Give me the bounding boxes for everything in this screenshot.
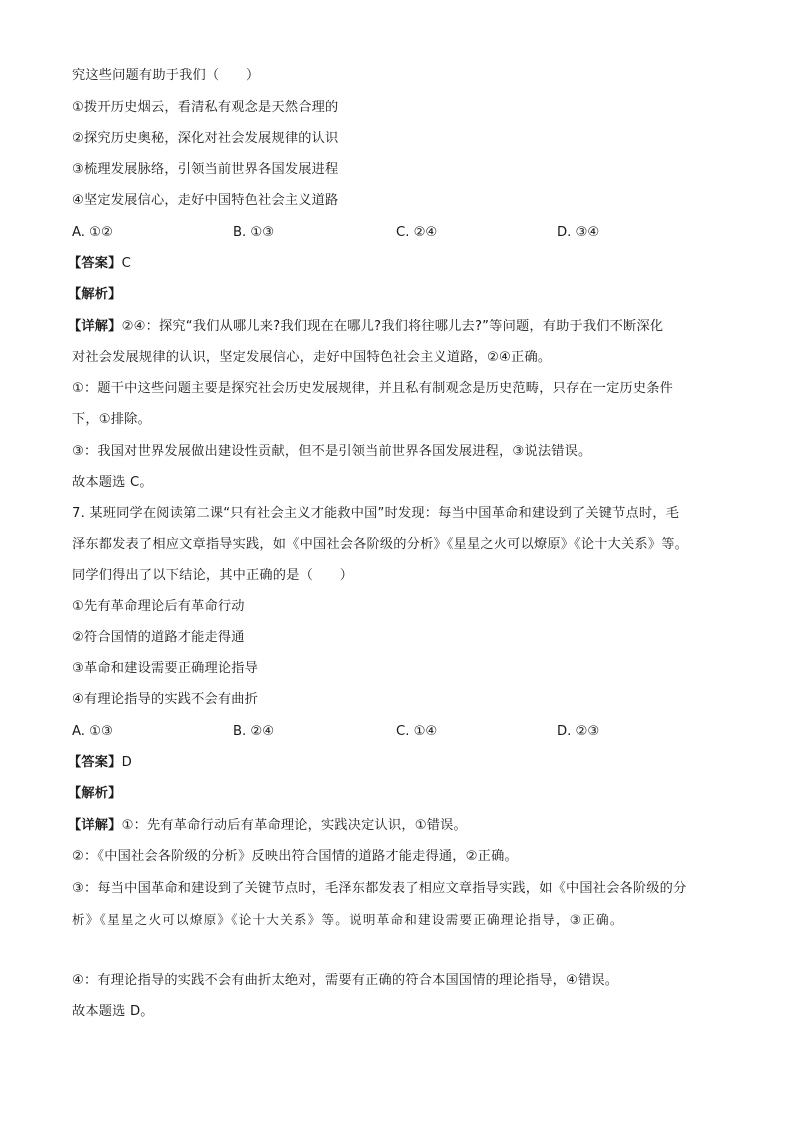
q7-detail-line-2: ②：《中国社会各阶级的分析》反映出符合国情的道路才能走得通，②正确。: [72, 849, 518, 864]
q7-option-b: B. ②④: [233, 724, 275, 739]
detail-text: ②④：探究“我们从哪儿来?我们现在在哪儿?我们将往哪儿去?”等问题，有助于我们不断深化: [121, 319, 664, 334]
q7-answer-tag: 【答案】: [68, 755, 122, 770]
statement-2: ②探究历史奥秘，深化对社会发展规律的认识: [72, 131, 339, 146]
q7-analysis-label: 【解析】: [68, 786, 122, 801]
option-c: C. ②④: [396, 225, 438, 240]
q7-detail-line-5: ④：有理论指导的实践不会有曲折太绝对，需要有正确的符合本国国情的理论指导，④错误。: [72, 973, 619, 988]
detail-line-3: ①：题干中这些问题主要是探究社会历史发展规律，并且私有制观念是历史范畴，只存在一定历史条件: [72, 381, 674, 396]
option-a: A. ①②: [72, 225, 113, 240]
detail-line-4: 下，①排除。: [72, 412, 151, 427]
option-b: B. ①③: [233, 225, 275, 240]
analysis-tag: [68, 286, 122, 304]
statement-1: ①拨开历史烟云，看清私有观念是天然合理的: [72, 100, 339, 115]
q7-detail-line-4: 析》《星星之火可以燎原》《论十大关系》等。说明革命和建设需要正确理论指导，③正确。: [72, 912, 624, 927]
q7-option-c: C. ①④: [396, 724, 438, 739]
q7-detail-tag: 【详解】: [68, 818, 122, 833]
detail-line-2: 对社会发展规律的认识，坚定发展信心，走好中国特色社会主义道路，②④正确。: [72, 350, 552, 365]
answer-line: [68, 255, 131, 273]
option-d: D. ③④: [557, 225, 600, 240]
q7-answer-line: [68, 754, 132, 772]
answer-value: C: [121, 256, 131, 271]
statement-4: ④坚定发展信心，走好中国特色社会主义道路: [72, 193, 339, 208]
q7-option-a: A. ①③: [72, 724, 113, 739]
question-7-stem-3: 同学们得出了以下结论，其中正确的是（ ）: [72, 568, 354, 583]
q7-statement-2: ②符合国情的道路才能走得通: [72, 630, 245, 645]
analysis-label: 【解析】: [68, 287, 122, 302]
q7-detail-text: ①：先有革命行动后有革命理论，实践决定认识，①错误。: [121, 818, 467, 833]
statement-3: ③梳理发展脉络，引领当前世界各国发展进程: [72, 162, 339, 177]
detail-tag: 【详解】: [68, 319, 122, 334]
question-7-stem-1: 7. 某班同学在阅读第二课“只有社会主义才能救中国”时发现：每当中国革命和建设到了关键节点时，毛: [72, 506, 680, 521]
q7-conclusion-line: 故本题选 D。: [72, 1004, 154, 1019]
detail-line-1: [68, 318, 663, 336]
q7-detail-line-1: [68, 817, 467, 835]
answer-tag: 【答案】: [68, 256, 122, 271]
conclusion-line: 故本题选 C。: [72, 475, 153, 490]
q7-statement-3: ③革命和建设需要正确理论指导: [72, 661, 259, 676]
detail-line-5: ③：我国对世界发展做出建设性贡献，但不是引领当前世界各国发展进程，③说法错误。: [72, 444, 592, 459]
question-7-stem-2: 泽东都发表了相应文章指导实践，如《中国社会各阶级的分析》《星星之火可以燎原》《论十大关系》等。: [72, 537, 689, 552]
q7-answer-value: D: [121, 755, 132, 770]
q7-statement-1: ①先有革命理论后有革命行动: [72, 599, 245, 614]
q7-detail-line-3: ③：每当中国革命和建设到了关键节点时，毛泽东都发表了相应文章指导实践，如《中国社会各阶级的分: [72, 881, 687, 896]
q7-statement-4: ④有理论指导的实践不会有曲折: [72, 692, 259, 707]
q7-option-d: D. ②③: [557, 724, 600, 739]
q7-analysis-tag: [68, 785, 122, 803]
question-stem-continuation: 究这些问题有助于我们（ ）: [72, 68, 260, 83]
